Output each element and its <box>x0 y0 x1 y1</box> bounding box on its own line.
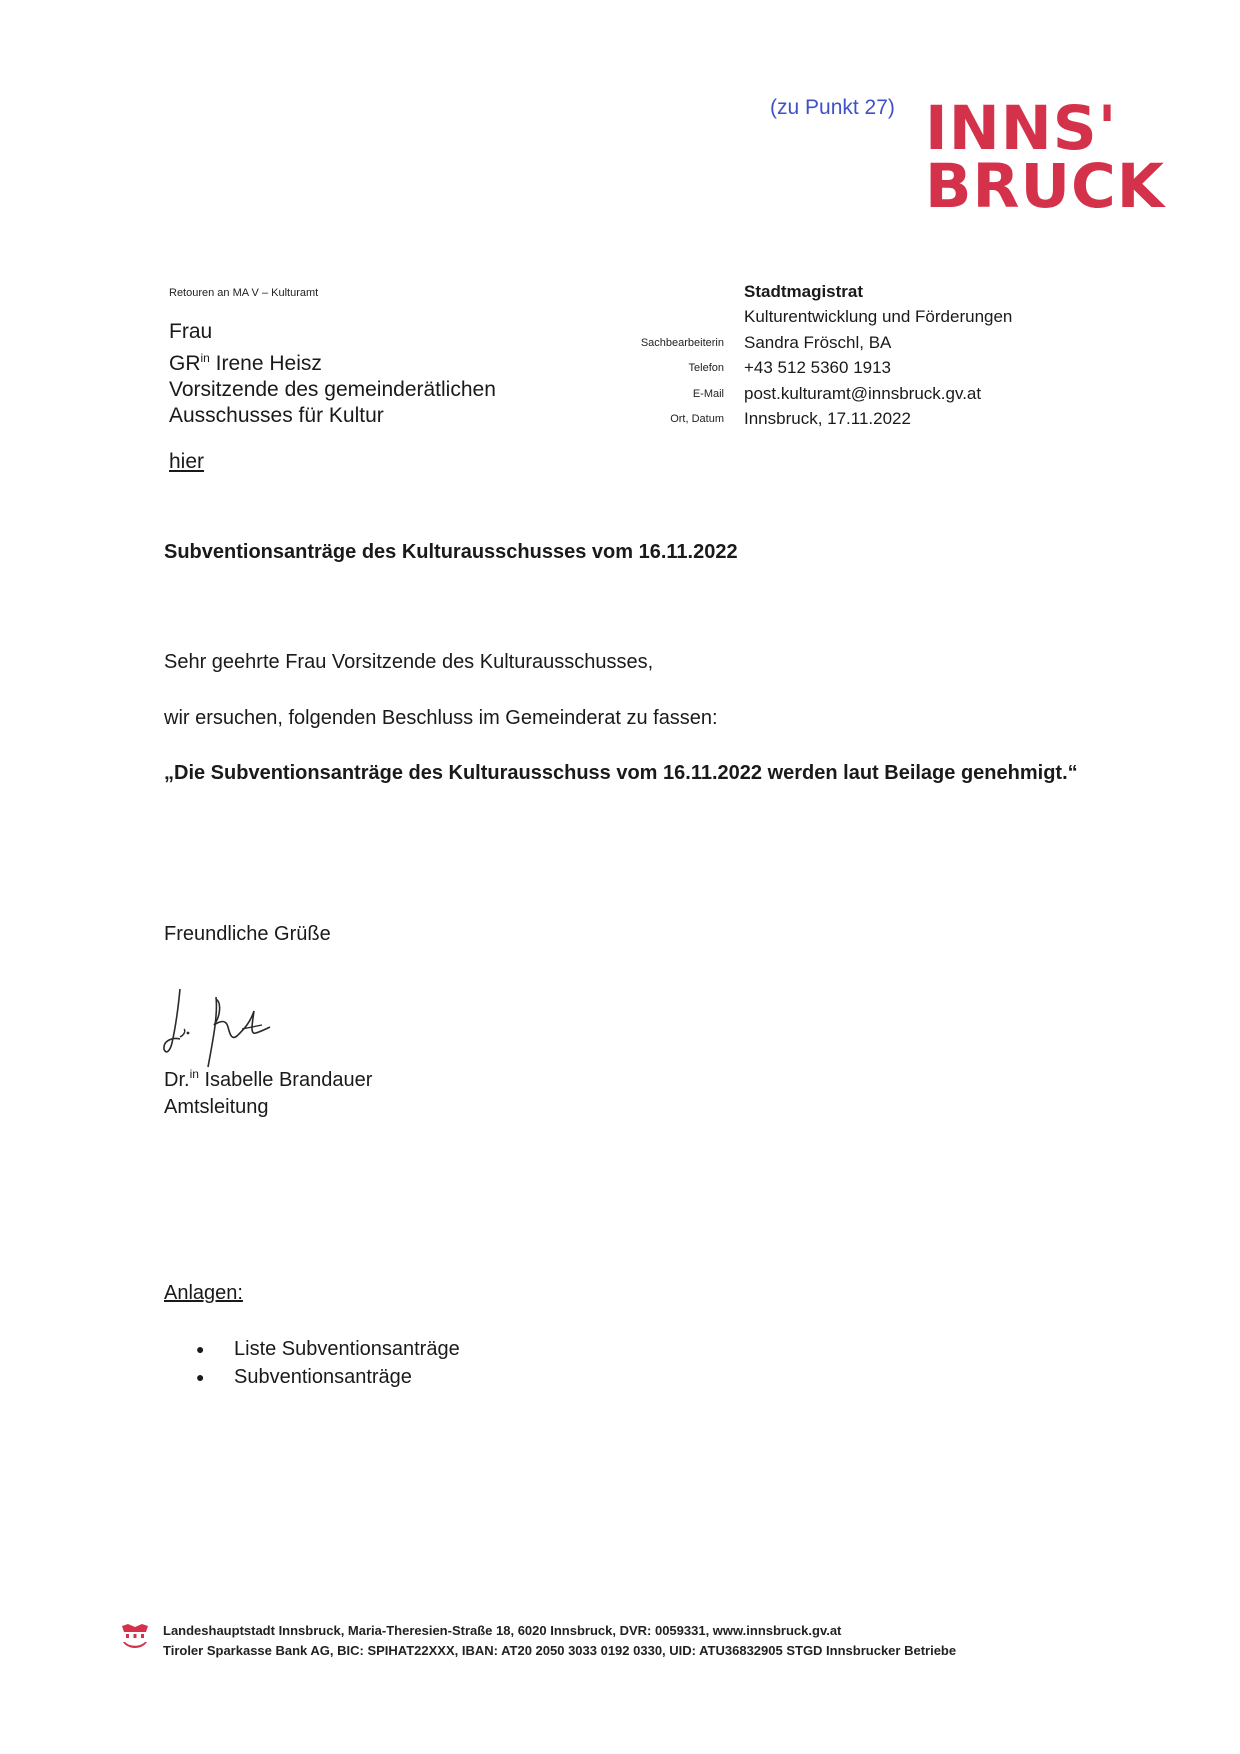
attachments-list <box>196 1335 460 1391</box>
sender-department: Kulturentwicklung und Förderungen <box>744 307 1013 327</box>
sender-value: post.kulturamt@innsbruck.gv.at <box>744 383 982 403</box>
sender-value: Innsbruck, 17.11.2022 <box>744 409 911 429</box>
sender-row-clerk <box>620 330 1064 356</box>
agenda-reference: (zu Punkt 27) <box>770 96 895 119</box>
letter-footer <box>163 1621 956 1661</box>
list-item: ● Liste Subventionsanträge <box>196 1337 460 1360</box>
sender-row-date <box>620 407 1064 433</box>
sender-value: +43 512 5360 1913 <box>744 358 892 378</box>
sender-row-email <box>620 381 1064 407</box>
list-item: ● Subventionsanträge <box>196 1365 412 1388</box>
sender-value: Sandra Fröschl, BA <box>744 332 892 352</box>
signer-block <box>164 1061 372 1121</box>
logo-line-1: INNS' <box>925 93 1118 164</box>
innsbruck-logo <box>925 93 1166 222</box>
sender-row-phone <box>620 356 1064 382</box>
sender-label: Sachbearbeiterin <box>640 336 724 349</box>
letter-request: wir ersuchen, folgenden Beschluss im Gemeinderat zu fassen: <box>164 707 718 729</box>
recipient-address <box>169 319 496 429</box>
letter-subject: Subventionsanträge des Kulturausschusses vom 16.11.2022 <box>164 541 738 563</box>
bullet-icon: ● <box>196 1341 205 1357</box>
sender-label: Telefon <box>688 362 724 375</box>
letter-salutation: Sehr geehrte Frau Vorsitzende des Kulturausschusses, <box>164 651 654 673</box>
recipient-name: $GR^{in}$ Irene Heisz <box>169 351 322 375</box>
signer-role: Amtsleitung <box>164 1096 269 1118</box>
recipient-role-line-2: Ausschusses für Kultur <box>169 404 384 427</box>
signer-name: Dr.$^{in}$ Isabelle Brandauer <box>164 1067 373 1091</box>
footer-line-1: Landeshauptstadt Innsbruck, Maria-Theresien-Straße 18, 6020 Innsbruck, DVR: 0059331, www.innsbruck.gv.at <box>163 1623 842 1638</box>
sender-org: Stadtmagistrat <box>744 281 864 301</box>
return-address-line: Retouren an MA V – Kulturamt <box>169 287 319 299</box>
recipient-role-line-1: Vorsitzende des gemeinderätlichen <box>169 378 496 401</box>
hier-label: hier <box>169 450 205 473</box>
bullet-icon: ● <box>196 1369 205 1385</box>
attachments-heading: Anlagen: <box>164 1282 243 1304</box>
footer-line-2: Tiroler Sparkasse Bank AG, BIC: SPIHAT22XXX, IBAN: AT20 2050 3033 0192 0330, UID: ATU36832905 STGD Innsbrucker Betriebe <box>163 1643 957 1658</box>
letter-closing: Freundliche Grüße <box>164 923 331 945</box>
sender-label: E-Mail <box>692 387 724 400</box>
recipient-salutation: Frau <box>169 320 213 343</box>
resolution-text: „Die Subventionsanträge des Kulturausschuss vom 16.11.2022 werden laut Beilage genehmigt.“ <box>164 762 1078 784</box>
city-emblem-icon <box>120 1622 150 1661</box>
sender-label: Ort, Datum <box>670 413 724 426</box>
sender-block <box>620 279 1064 432</box>
logo-line-2: BRUCK <box>925 151 1166 222</box>
